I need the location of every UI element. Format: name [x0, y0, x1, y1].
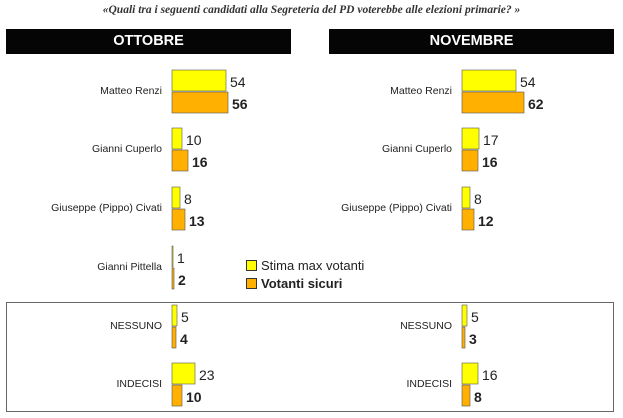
value-label-stima-nessuno-ottobre: 5 [181, 309, 189, 325]
value-label-sicuri-indecisi-ottobre: 10 [186, 389, 202, 405]
bar-sicuri-giuseppe-pippo-civati-ottobre [172, 209, 185, 230]
panel-header-novembre: NOVEMBRE [329, 29, 614, 54]
bar-stima-indecisi-novembre [462, 363, 478, 384]
legend [246, 256, 364, 292]
bar-sicuri-gianni-cuperlo-novembre [462, 150, 478, 171]
value-label-stima-giuseppe-pippo-civati-novembre: 8 [474, 191, 482, 207]
value-label-sicuri-giuseppe-pippo-civati-novembre: 12 [478, 213, 494, 229]
category-label-matteo-renzi-ottobre: Matteo Renzi [100, 85, 162, 97]
bar-stima-matteo-renzi-novembre [462, 70, 516, 91]
value-label-stima-gianni-cuperlo-ottobre: 10 [186, 132, 202, 148]
category-label-indecisi-ottobre: INDECISI [116, 378, 162, 390]
bar-stima-gianni-cuperlo-ottobre [172, 128, 182, 149]
bar-sicuri-nessuno-novembre [462, 327, 465, 348]
bar-stima-gianni-pittella-ottobre [172, 246, 173, 267]
value-label-stima-matteo-renzi-ottobre: 54 [230, 74, 246, 90]
category-label-giuseppe-pippo-civati-ottobre: Giuseppe (Pippo) Civati [51, 202, 162, 214]
bar-sicuri-nessuno-ottobre [172, 327, 176, 348]
bar-stima-giuseppe-pippo-civati-ottobre [172, 187, 180, 208]
bar-sicuri-matteo-renzi-ottobre [172, 92, 228, 113]
value-label-sicuri-gianni-pittella-ottobre: 2 [178, 272, 186, 288]
panel-header-ottobre: OTTOBRE [6, 29, 291, 54]
legend-label-sicuri: Votanti sicuri [261, 275, 343, 291]
category-label-nessuno-novembre: NESSUNO [400, 320, 452, 332]
value-label-stima-indecisi-ottobre: 23 [199, 367, 215, 383]
legend-item-sicuri [246, 274, 364, 292]
value-label-stima-gianni-pittella-ottobre: 1 [177, 250, 185, 266]
category-label-nessuno-ottobre: NESSUNO [110, 320, 162, 332]
value-label-stima-gianni-cuperlo-novembre: 17 [483, 132, 499, 148]
value-label-sicuri-nessuno-novembre: 3 [469, 331, 477, 347]
value-label-sicuri-gianni-cuperlo-ottobre: 16 [192, 154, 208, 170]
value-label-stima-matteo-renzi-novembre: 54 [520, 74, 536, 90]
legend-swatch-sicuri [246, 278, 257, 289]
bar-stima-nessuno-ottobre [172, 305, 177, 326]
bar-stima-indecisi-ottobre [172, 363, 195, 384]
bar-stima-gianni-cuperlo-novembre [462, 128, 479, 149]
bar-sicuri-indecisi-novembre [462, 385, 470, 406]
value-label-sicuri-indecisi-novembre: 8 [474, 389, 482, 405]
category-label-matteo-renzi-novembre: Matteo Renzi [390, 85, 452, 97]
bar-sicuri-gianni-cuperlo-ottobre [172, 150, 188, 171]
value-label-sicuri-giuseppe-pippo-civati-ottobre: 13 [189, 213, 205, 229]
value-label-stima-nessuno-novembre: 5 [471, 309, 479, 325]
legend-swatch-stima [246, 260, 257, 271]
value-label-stima-giuseppe-pippo-civati-ottobre: 8 [184, 191, 192, 207]
value-label-sicuri-gianni-cuperlo-novembre: 16 [482, 154, 498, 170]
category-label-gianni-cuperlo-ottobre: Gianni Cuperlo [91, 143, 162, 155]
bar-sicuri-matteo-renzi-novembre [462, 92, 524, 113]
legend-label-stima: Stima max votanti [261, 257, 365, 273]
bar-stima-giuseppe-pippo-civati-novembre [462, 187, 470, 208]
value-label-stima-indecisi-novembre: 16 [482, 367, 498, 383]
bar-sicuri-gianni-pittella-ottobre [172, 268, 174, 289]
legend-item-stima [246, 256, 364, 274]
category-label-gianni-pittella-ottobre: Gianni Pittella [97, 261, 162, 273]
category-label-indecisi-novembre: INDECISI [406, 378, 452, 390]
value-label-sicuri-matteo-renzi-ottobre: 56 [232, 96, 248, 112]
category-label-gianni-cuperlo-novembre: Gianni Cuperlo [381, 143, 452, 155]
category-label-giuseppe-pippo-civati-novembre: Giuseppe (Pippo) Civati [341, 202, 452, 214]
bar-sicuri-giuseppe-pippo-civati-novembre [462, 209, 474, 230]
value-label-sicuri-nessuno-ottobre: 4 [180, 331, 188, 347]
survey-question: «Quali tra i seguenti candidati alla Segreteria del PD voterebbe alle elezioni primarie? » [102, 4, 521, 16]
bar-sicuri-indecisi-ottobre [172, 385, 182, 406]
value-label-sicuri-matteo-renzi-novembre: 62 [528, 96, 544, 112]
bar-stima-nessuno-novembre [462, 305, 467, 326]
bar-stima-matteo-renzi-ottobre [172, 70, 226, 91]
